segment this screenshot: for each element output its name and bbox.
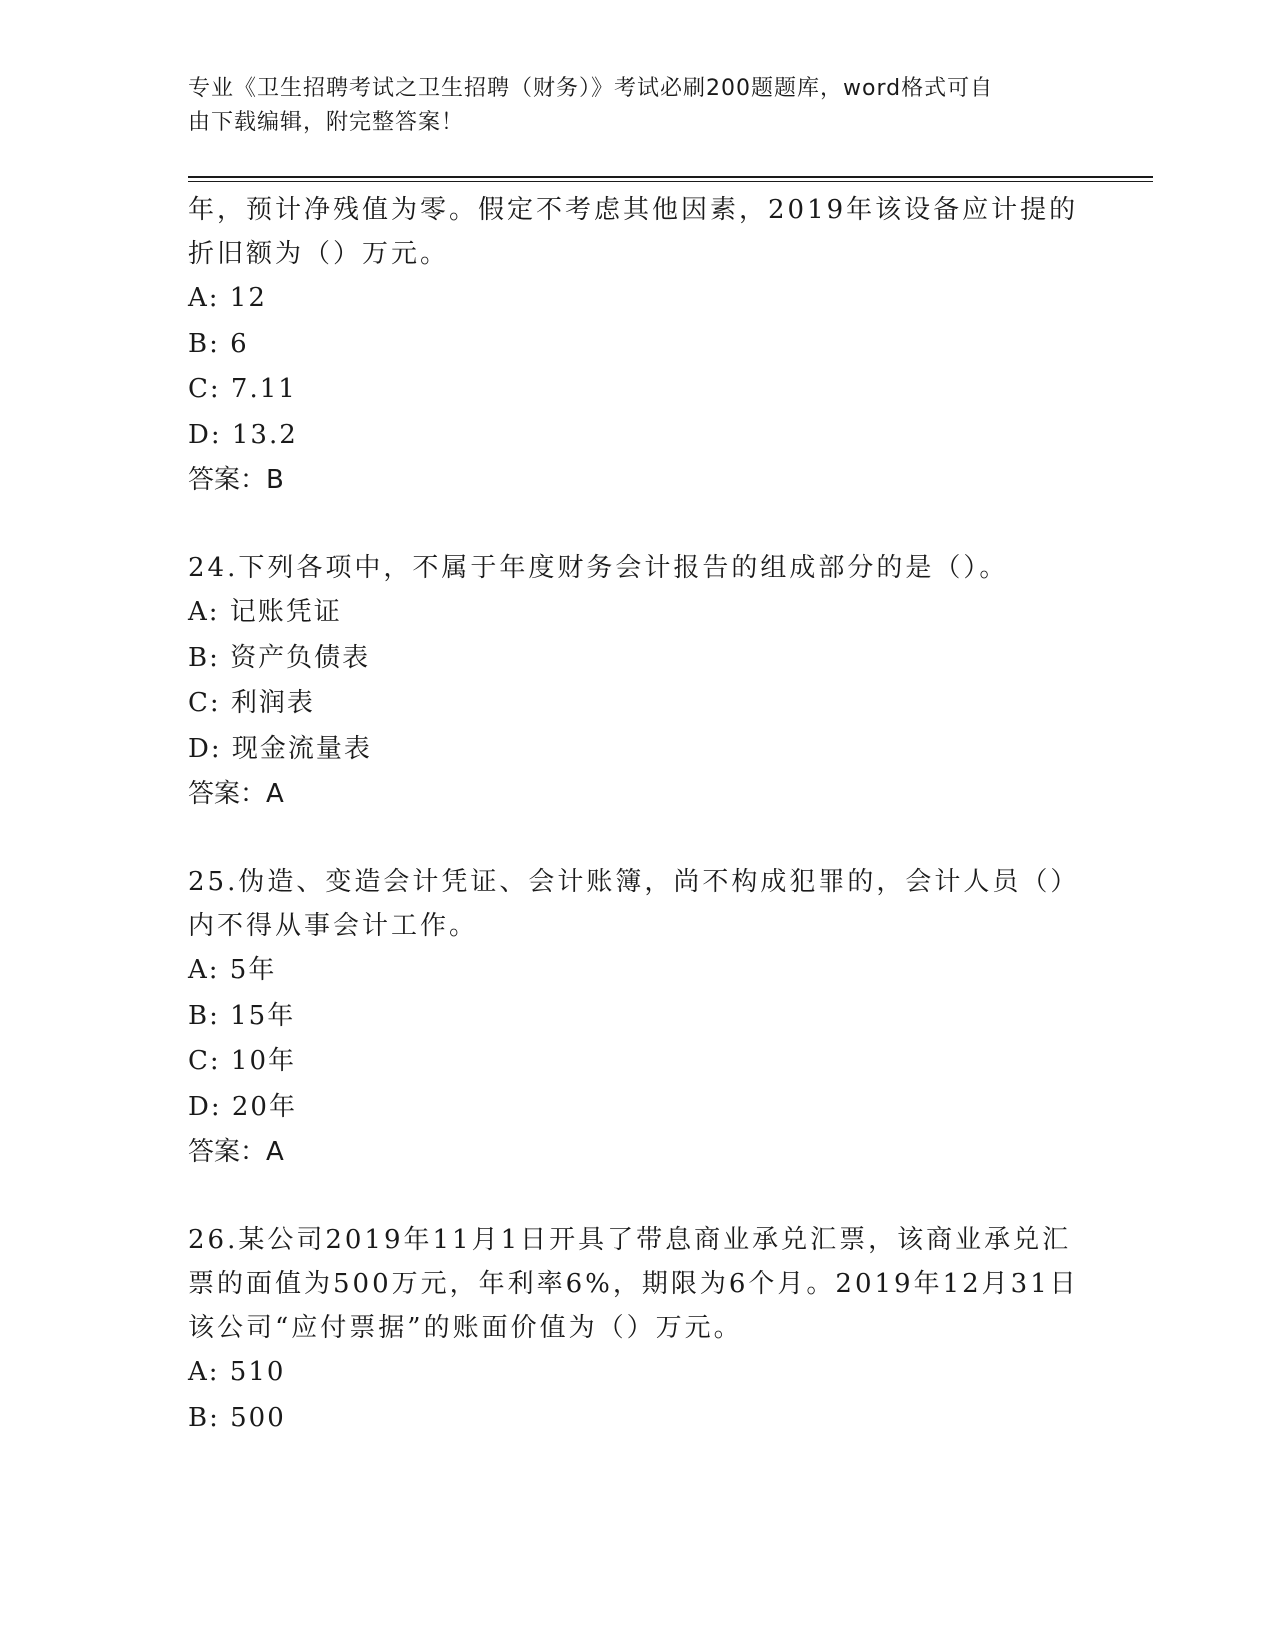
question-stem-line: 折旧额为（）万元。 [188,239,450,269]
header-divider-thick [188,176,1153,178]
header-line-2: 由下载编辑，附完整答案！ [188,110,465,135]
option-a: A: 510 [188,1357,286,1387]
option-a: A: 5年 [188,955,277,985]
question-stem-line: 26.某公司2019年11月1日开具了带息商业承兑汇票，该商业承兑汇 [188,1225,1072,1255]
question-stem-line: 年，预计净残值为零。假定不考虑其他因素，2019年该设备应计提的 [188,195,1079,225]
question-stem-line: 该公司“应付票据”的账面价值为（）万元。 [188,1313,743,1343]
question-stem-line: 25.伪造、变造会计凭证、会计账簿，尚不构成犯罪的，会计人员（） [188,867,1080,897]
option-b: B: 6 [188,328,249,359]
answer-line: 答案：A [188,779,284,809]
option-a: A: 12 [188,283,267,313]
option-d: D: 13.2 [188,419,298,450]
option-c: C: 7.11 [188,374,297,404]
question-25 [188,860,1088,1174]
option-c: C: 10年 [188,1046,297,1076]
option-b: B: 500 [188,1402,286,1433]
question-stem-line: 内不得从事会计工作。 [188,911,479,941]
answer-line: 答案：A [188,1137,284,1167]
question-24 [188,546,1088,816]
option-b: B: 资产负债表 [188,642,371,673]
option-b: B: 15年 [188,1000,296,1031]
option-c: C: 利润表 [188,688,315,718]
question-stem-line: 24.下列各项中，不属于年度财务会计报告的组成部分的是（）。 [188,553,1009,583]
header-line-1: 专业《卫生招聘考试之卫生招聘（财务）》考试必刷200题题库，word格式可自 [188,76,994,101]
question-list [188,188,1088,1441]
option-a: A: 记账凭证 [188,597,342,627]
question-26 [188,1218,1088,1441]
answer-line: 答案：B [188,465,284,495]
question-stem-line: 票的面值为500万元，年利率6%，期限为6个月。2019年12月31日 [188,1269,1079,1299]
option-d: D: 现金流量表 [188,733,372,764]
header-divider-thin [188,181,1153,182]
option-d: D: 20年 [188,1091,297,1122]
question-23 [188,188,1088,502]
document-header [188,72,1068,140]
